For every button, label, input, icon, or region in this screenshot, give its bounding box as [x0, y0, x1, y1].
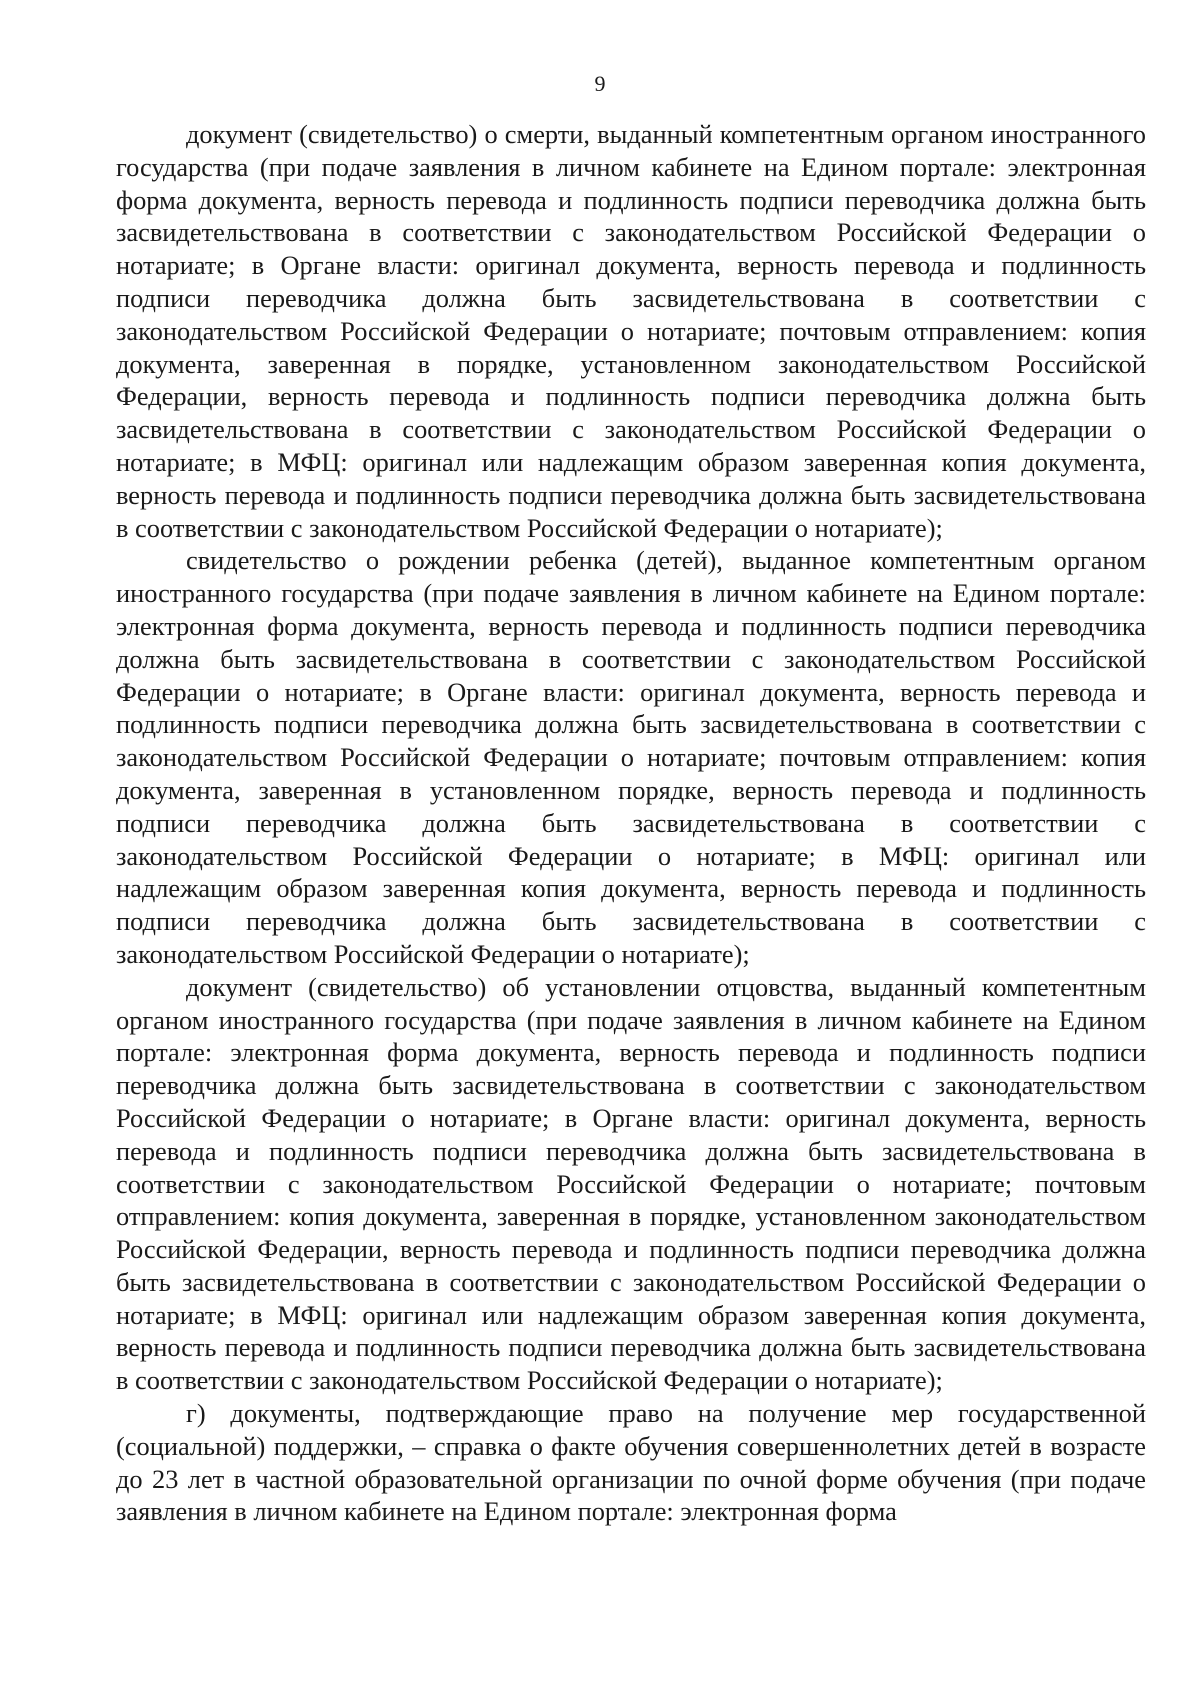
paragraph-support-documents: г) документы, подтверждающие право на получение мер государственной (социальной) поддержки, – справка о факте обучения совершеннолетних детей в возрасте до 23 лет в частной образовательной организации по очной форме обучения (при подаче заявления в личном кабинете на Едином портале: электронная форма: [116, 1398, 1146, 1527]
document-body: [116, 118, 1146, 1528]
paragraph-birth-certificate: свидетельство о рождении ребенка (детей), выданное компетентным органом иностранного государства (при подаче заявления в личном кабинете на Едином портале: электронная форма документа, верность перевода и подлинность подписи переводчика должна быть засвидетельствована в соответствии с законодательством Российской Федерации о нотариате; в Органе власти: оригинал документа, верность перевода и подлинность подписи переводчика должна быть засвидетельствована в соответствии с законодательством Российской Федерации о нотариате; почтовым отправлением: копия документа, заверенная в установленном порядке, верность перевода и подлинность подписи переводчика должна быть засвидетельствована в соответствии с законодательством Российской Федерации о нотариате; в МФЦ: оригинал или надлежащим образом заверенная копия документа, верность перевода и подлинность подписи переводчика должна быть засвидетельствована в соответствии с законодательством Российской Федерации о нотариате);: [116, 545, 1146, 969]
paragraph-paternity-certificate: документ (свидетельство) об установлении отцовства, выданный компетентным органом иностранного государства (при подаче заявления в личном кабинете на Едином портале: электронная форма документа, верность перевода и подлинность подписи переводчика должна быть засвидетельствована в соответствии с законодательством Российской Федерации о нотариате; в Органе власти: оригинал документа, верность перевода и подлинность подписи переводчика должна быть засвидетельствована в соответствии с законодательством Российской Федерации о нотариате; почтовым отправлением: копия документа, заверенная в порядке, установленном законодательством Российской Федерации, верность перевода и подлинность подписи переводчика должна быть засвидетельствована в соответствии с законодательством Российской Федерации о нотариате; в МФЦ: оригинал или надлежащим образом заверенная копия документа, верность перевода и подлинность подписи переводчика должна быть засвидетельствована в соответствии с законодательством Российской Федерации о нотариате);: [116, 971, 1146, 1396]
page-number: 9: [594, 71, 606, 96]
paragraph-death-certificate: документ (свидетельство) о смерти, выданный компетентным органом иностранного государства (при подаче заявления в личном кабинете на Едином портале: электронная форма документа, верность перевода и подлинность подписи переводчика должна быть засвидетельствована в соответствии с законодательством Российской Федерации о нотариате; в Органе власти: оригинал документа, верность перевода и подлинность подписи переводчика должна быть засвидетельствована в соответствии с законодательством Российской Федерации о нотариате; почтовым отправлением: копия документа, заверенная в порядке, установленном законодательством Российской Федерации, верность перевода и подлинность подписи переводчика должна быть засвидетельствована в соответствии с законодательством Российской Федерации о нотариате; в МФЦ: оригинал или надлежащим образом заверенная копия документа, верность перевода и подлинность подписи переводчика должна быть засвидетельствована в соответствии с законодательством Российской Федерации о нотариате);: [116, 119, 1146, 543]
